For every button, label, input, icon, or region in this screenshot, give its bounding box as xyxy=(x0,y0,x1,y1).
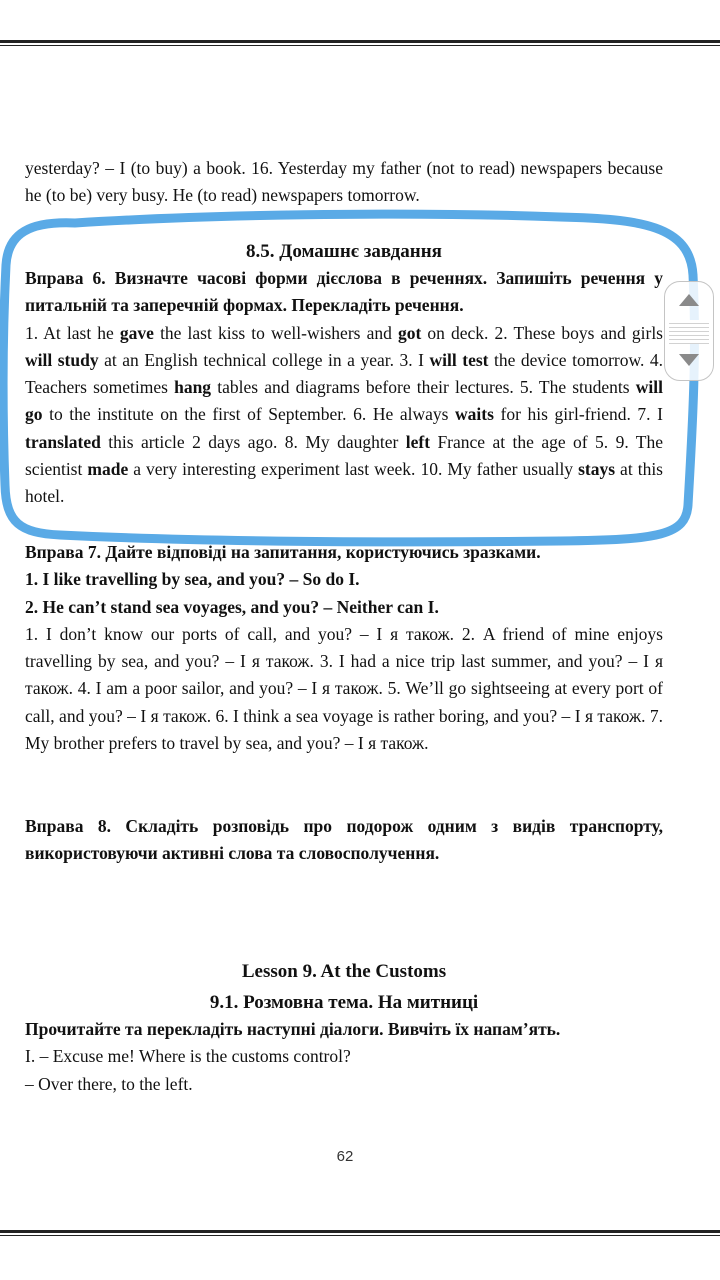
text-segment: to the institute on the first of September. 6. He always xyxy=(42,404,456,425)
text-segment: the last kiss to well-wishers and xyxy=(153,322,398,343)
bold-verb: translated xyxy=(25,431,101,452)
text-segment: tables and diagrams before their lectures. 5. The students xyxy=(211,377,636,398)
exercise-6-body xyxy=(25,320,663,511)
scroll-up-arrow-icon[interactable] xyxy=(679,294,699,306)
dialogue-line-2: – Over there, to the left. xyxy=(25,1073,193,1094)
text-segment: France at the age of 5. 9. The scientist xyxy=(25,431,664,480)
bold-verb: hang xyxy=(174,377,212,398)
exercise-8-instruction: Вправа 8. Складіть розповідь про подорож одним з видів транспорту, використовуючи активні слова та словосполучення. xyxy=(25,816,663,864)
section-8-5 xyxy=(25,238,663,511)
text-segment: a very interesting experiment last week. 10. My father usually xyxy=(128,459,579,480)
section-title: 8.5. Домашнє завдання xyxy=(246,241,442,262)
lesson-instruction: Прочитайте та перекладіть наступні діалоги. Вивчіть їх напам’ять. xyxy=(25,1019,561,1039)
intro-paragraph: yesterday? – I (to buy) a book. 16. Yesterday my father (not to read) newspapers because he (to be) very busy. He (to read) newspapers tomorrow. xyxy=(25,158,663,206)
lesson-9 xyxy=(25,958,663,1098)
exercise-8 xyxy=(25,813,663,868)
top-border-rule xyxy=(0,40,720,46)
exercise-7-example-1: 1. I like travelling by sea, and you? – So do I. xyxy=(25,569,360,590)
scroll-down-arrow-icon[interactable] xyxy=(679,354,699,366)
bold-verb: left xyxy=(405,431,431,452)
exercise-7-body: 1. I don’t know our ports of call, and you? – I я також. 2. A friend of mine enjoys travelling by sea, and you? – I я також. 3. I had a nice trip last summer, and you? – I я також. 4. I am a poor sailor, and you? – I я також. 5. We’ll go sightseeing at every port of call, and you? – I я також. 6. I think a sea voyage is rather boring, and you? – I я також. 7. My brother prefers to travel by sea, and you? – I я також. xyxy=(25,623,663,754)
text-segment: the device tomorrow. 4. Teachers sometimes xyxy=(25,349,663,398)
bold-verb: will study xyxy=(25,349,99,370)
page-number: 62 xyxy=(336,1148,354,1165)
lesson-title: Lesson 9. At the Customs xyxy=(241,961,447,982)
bold-verb: waits xyxy=(455,404,494,425)
bold-verb: got xyxy=(397,322,422,343)
intro-paragraph-block xyxy=(25,155,663,210)
scroll-grip-handle[interactable] xyxy=(669,320,709,344)
exercise-6-instruction: Вправа 6. Визначте часові форми дієслова в реченнях. Запишіть речення у питальній та заперечній формах. Перекладіть речення. xyxy=(25,268,663,316)
page-scroll-control[interactable] xyxy=(664,281,714,381)
bold-verb: will go xyxy=(25,377,663,425)
text-segment: this article 2 days ago. 8. My daughter xyxy=(100,431,406,452)
bold-verb: made xyxy=(87,459,129,480)
bold-verb: stays xyxy=(578,459,616,480)
exercise-7-instruction: Вправа 7. Дайте відповіді на запитання, користуючись зразками. xyxy=(25,542,541,562)
exercise-7 xyxy=(25,539,663,757)
dialogue-line-1: I. – Excuse me! Where is the customs control? xyxy=(25,1046,351,1067)
text-segment: 1. At last he xyxy=(25,322,120,343)
bold-verb: gave xyxy=(119,322,154,343)
text-segment: on deck. 2. These boys and girls xyxy=(421,322,663,343)
exercise-7-example-2: 2. He can’t stand sea voyages, and you? – Neither can I. xyxy=(25,596,439,617)
text-segment: at an English technical college in a year. 3. I xyxy=(98,349,430,370)
lesson-subtitle: 9.1. Розмовна тема. На митниці xyxy=(209,992,479,1013)
text-segment: for his girl-friend. 7. I xyxy=(493,404,663,425)
bold-verb: will test xyxy=(429,349,489,370)
text-segment: at this hotel. xyxy=(25,459,663,507)
bottom-border-rule xyxy=(0,1230,720,1236)
